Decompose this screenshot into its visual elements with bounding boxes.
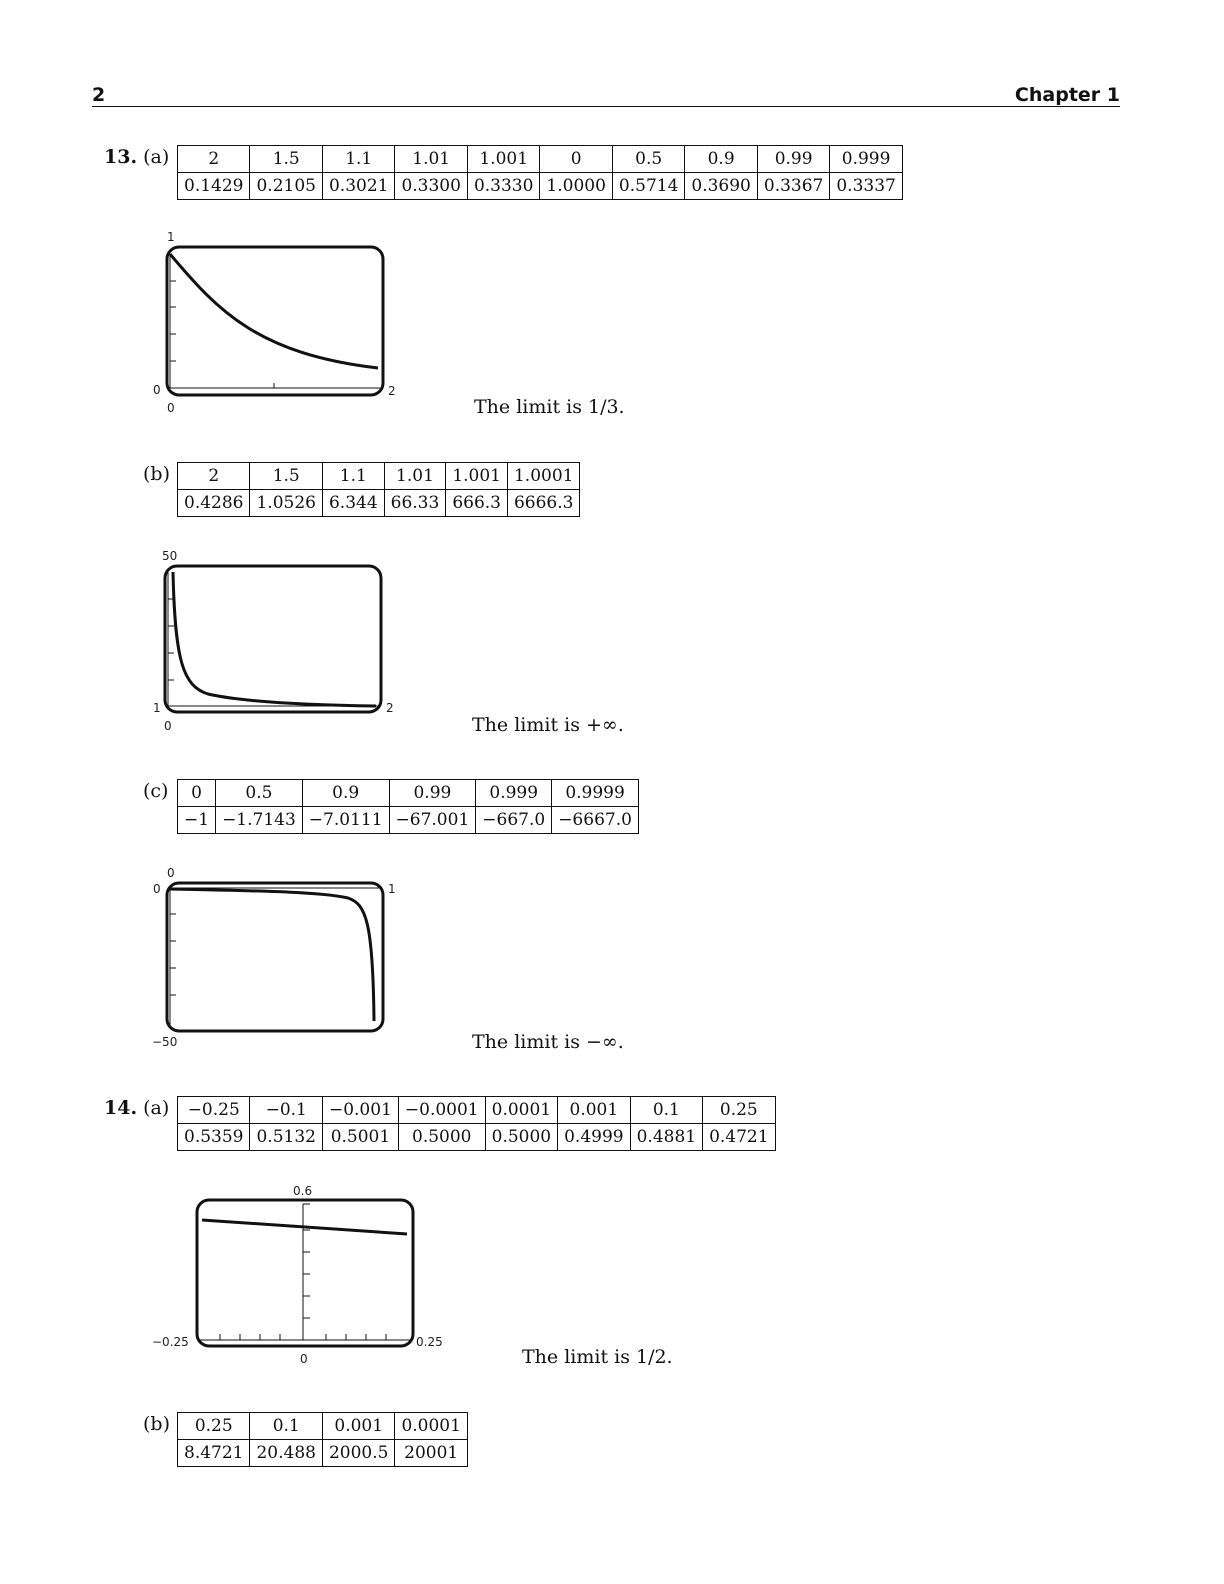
table-cell: 6.344 <box>322 490 384 517</box>
table-cell: 0.3021 <box>322 173 394 200</box>
table-cell: 0.3337 <box>830 173 902 200</box>
table-cell: 0.5 <box>216 780 303 807</box>
table-cell: 20001 <box>395 1440 467 1467</box>
ticks <box>168 599 174 680</box>
table-cell: 1.0000 <box>540 173 612 200</box>
table-cell: −6667.0 <box>552 807 639 834</box>
table-cell: 0.5132 <box>250 1124 322 1151</box>
table-cell: 0.999 <box>830 146 902 173</box>
table-cell: 0.2105 <box>250 173 322 200</box>
table-cell: 2000.5 <box>322 1440 394 1467</box>
table-cell: 0.3300 <box>395 173 467 200</box>
table-cell: 0.4999 <box>558 1124 630 1151</box>
y-max-label: 1 <box>167 230 175 244</box>
table-cell: 1.001 <box>446 463 508 490</box>
graph-13b <box>148 546 410 741</box>
graph-13c <box>148 862 410 1057</box>
table-cell: 0.1 <box>250 1413 322 1440</box>
value-table <box>177 145 903 200</box>
table-cell: 1.0001 <box>507 463 579 490</box>
ticks <box>170 914 176 995</box>
x-min-label: 0 <box>164 719 172 733</box>
graph-13a <box>148 226 410 421</box>
table-cell: 1.1 <box>322 463 384 490</box>
output-row <box>178 807 639 834</box>
part-label: (a) <box>143 146 170 168</box>
input-row <box>178 463 580 490</box>
curve <box>170 254 378 368</box>
output-row <box>178 173 903 200</box>
output-row <box>178 1440 468 1467</box>
table-cell: 1.5 <box>250 463 322 490</box>
table-cell: 0 <box>540 146 612 173</box>
x-min-label: −0.25 <box>152 1335 189 1349</box>
table-cell: −0.1 <box>250 1097 322 1124</box>
table-cell: 1.0526 <box>250 490 322 517</box>
table-cell: 0.5 <box>612 146 684 173</box>
table-cell: 0.5000 <box>398 1124 485 1151</box>
y-max-top-label: 0 <box>167 866 175 880</box>
table-cell: 1.001 <box>467 146 539 173</box>
input-row <box>178 1413 468 1440</box>
output-row <box>178 1124 776 1151</box>
table-cell: 0.001 <box>322 1413 394 1440</box>
table-cell: −0.0001 <box>398 1097 485 1124</box>
chapter-title: Chapter 1 <box>1014 84 1120 106</box>
x-max-label: 2 <box>388 384 396 398</box>
problem-13-label <box>104 146 169 168</box>
table-cell: 0.5000 <box>485 1124 557 1151</box>
table-cell: 0.001 <box>558 1097 630 1124</box>
value-table <box>177 1412 468 1467</box>
curve <box>170 889 374 1021</box>
table-cell: 20.488 <box>250 1440 322 1467</box>
table-cell: 0.9 <box>302 780 389 807</box>
table-cell: 0.0001 <box>395 1413 467 1440</box>
table-cell: 2 <box>178 463 250 490</box>
table-cell: 1.5 <box>250 146 322 173</box>
table-cell: −0.001 <box>322 1097 398 1124</box>
y-min-label: 0 <box>153 383 161 397</box>
y-max-label: 0 <box>153 882 161 896</box>
y-max-label: 50 <box>162 549 178 563</box>
table-cell: 0.99 <box>389 780 476 807</box>
table-cell: 1.01 <box>384 463 446 490</box>
table-cell: 0.5001 <box>322 1124 398 1151</box>
table-cell: 1.1 <box>322 146 394 173</box>
table-cell: 2 <box>178 146 250 173</box>
table-cell: 0.9999 <box>552 780 639 807</box>
y-max-label: 0.6 <box>293 1184 313 1198</box>
graph-14a <box>150 1180 460 1370</box>
x-max-label: 1 <box>388 882 396 896</box>
table-cell: 0.9 <box>685 146 757 173</box>
table-cell: 0.1 <box>630 1097 702 1124</box>
table-cell: 0.3690 <box>685 173 757 200</box>
table-cell: 0 <box>178 780 216 807</box>
table-cell: 0.25 <box>178 1413 250 1440</box>
table-cell: 0.99 <box>757 146 829 173</box>
table-cell: 0.5359 <box>178 1124 250 1151</box>
problem-number: 14. <box>104 1097 138 1119</box>
table-cell: 0.25 <box>703 1097 775 1124</box>
graph-frame <box>167 247 383 395</box>
value-table <box>177 462 580 517</box>
x-min-label: 0 <box>167 401 175 415</box>
caption-13b: The limit is +∞. <box>472 714 624 736</box>
part-14b-label: (b) <box>143 1413 170 1435</box>
table-cell: −1.7143 <box>216 807 303 834</box>
table-cell: 0.999 <box>476 780 552 807</box>
table-cell: 0.3330 <box>467 173 539 200</box>
x-max-label: 0.25 <box>416 1335 443 1349</box>
y-min-label: −50 <box>152 1035 178 1049</box>
part-13c-label: (c) <box>143 780 169 802</box>
table-cell: 66.33 <box>384 490 446 517</box>
table-cell: 0.4286 <box>178 490 250 517</box>
value-table <box>177 779 639 834</box>
input-row <box>178 1097 776 1124</box>
table-cell: 0.4881 <box>630 1124 702 1151</box>
table-cell: 666.3 <box>446 490 508 517</box>
header-rule <box>92 106 1120 107</box>
x-zero-label: 0 <box>300 1352 308 1366</box>
table-cell: 1.01 <box>395 146 467 173</box>
x-max-label: 2 <box>386 701 394 715</box>
part-13b-label: (b) <box>143 463 170 485</box>
table-cell: 6666.3 <box>507 490 579 517</box>
curve <box>202 1220 407 1234</box>
table-cell: 0.0001 <box>485 1097 557 1124</box>
table-cell: 0.5714 <box>612 173 684 200</box>
table-cell: −1 <box>178 807 216 834</box>
table-cell: −0.25 <box>178 1097 250 1124</box>
problem-number: 13. <box>104 146 138 168</box>
output-row <box>178 490 580 517</box>
caption-14a: The limit is 1/2. <box>522 1346 673 1368</box>
part-label: (a) <box>143 1097 170 1119</box>
value-table <box>177 1096 776 1151</box>
y-min-label: 1 <box>153 701 161 715</box>
table-cell: −7.0111 <box>302 807 389 834</box>
page-number: 2 <box>92 84 106 106</box>
graph-frame <box>167 883 383 1031</box>
curve <box>173 572 376 706</box>
caption-13c: The limit is −∞. <box>472 1031 624 1053</box>
input-row <box>178 780 639 807</box>
problem-14-label <box>104 1097 169 1119</box>
table-cell: 8.4721 <box>178 1440 250 1467</box>
table-cell: 0.1429 <box>178 173 250 200</box>
caption-13a: The limit is 1/3. <box>474 396 625 418</box>
table-cell: −667.0 <box>476 807 552 834</box>
table-cell: −67.001 <box>389 807 476 834</box>
input-row <box>178 146 903 173</box>
table-cell: 0.3367 <box>757 173 829 200</box>
table-cell: 0.4721 <box>703 1124 775 1151</box>
